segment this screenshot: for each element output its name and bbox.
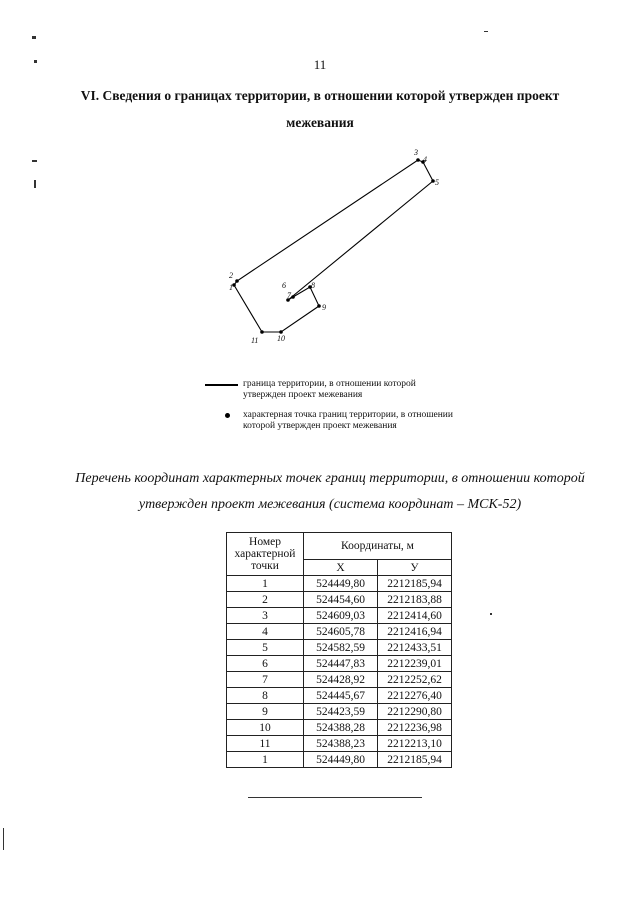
point-label: 6 xyxy=(282,281,286,290)
cell-y: 2212185,94 xyxy=(378,752,452,768)
point-label: 10 xyxy=(277,334,285,343)
scan-mark xyxy=(3,828,4,850)
coordinates-caption: Перечень координат характерных точек границ территории, в отношении которой xyxy=(75,471,585,486)
cell-y: 2212252,62 xyxy=(378,672,452,688)
cell-x: 524609,03 xyxy=(304,608,378,624)
cell-n: 7 xyxy=(227,672,304,688)
boundary-point-marker xyxy=(291,295,295,299)
cell-x: 524605,78 xyxy=(304,624,378,640)
cell-y: 2212183,88 xyxy=(378,592,452,608)
cell-y: 2212416,94 xyxy=(378,624,452,640)
cell-n: 5 xyxy=(227,640,304,656)
footer-rule xyxy=(248,797,422,798)
table-row xyxy=(227,624,452,640)
table-row xyxy=(227,720,452,736)
header-coordinates: Координаты, м xyxy=(304,533,452,560)
cell-n: 3 xyxy=(227,608,304,624)
cell-x: 524388,28 xyxy=(304,720,378,736)
header-x: X xyxy=(304,560,378,576)
table-row xyxy=(227,576,452,592)
cell-x: 524423,59 xyxy=(304,704,378,720)
table-row xyxy=(227,704,452,720)
cell-y: 2212290,80 xyxy=(378,704,452,720)
table-row xyxy=(227,736,452,752)
cell-x: 524428,92 xyxy=(304,672,378,688)
cell-y: 2212276,40 xyxy=(378,688,452,704)
boundary-point-marker xyxy=(416,158,420,162)
section-heading: VI. Сведения о границах территории, в отношении которой утвержден проект xyxy=(80,88,560,103)
point-symbol xyxy=(225,413,230,418)
cell-y: 2212236,98 xyxy=(378,720,452,736)
cell-x: 524582,59 xyxy=(304,640,378,656)
cell-n: 1 xyxy=(227,576,304,592)
cell-n: 10 xyxy=(227,720,304,736)
table-row xyxy=(227,752,452,768)
cell-x: 524449,80 xyxy=(304,752,378,768)
header-point-number: Номер характерной точки xyxy=(227,533,304,576)
point-label: 7 xyxy=(287,291,291,300)
legend-boundary-text: граница территории, в отношении которой утвержден проект межевания xyxy=(243,379,416,400)
cell-x: 524454,60 xyxy=(304,592,378,608)
cell-n: 11 xyxy=(227,736,304,752)
table-row xyxy=(227,608,452,624)
cell-x: 524449,80 xyxy=(304,576,378,592)
cell-x: 524447,83 xyxy=(304,656,378,672)
cell-n: 2 xyxy=(227,592,304,608)
page-number: 11 xyxy=(313,57,327,72)
header-y: У xyxy=(378,560,452,576)
cell-y: 2212213,10 xyxy=(378,736,452,752)
cell-y: 2212185,94 xyxy=(378,576,452,592)
point-label: 9 xyxy=(322,303,326,312)
cell-y: 2212239,01 xyxy=(378,656,452,672)
coordinates-caption-continued: утвержден проект межевания (система координат – МСК-52) xyxy=(138,497,522,512)
cell-n: 6 xyxy=(227,656,304,672)
cell-n: 1 xyxy=(227,752,304,768)
cell-x: 524445,67 xyxy=(304,688,378,704)
table-row xyxy=(227,640,452,656)
boundary-point-marker xyxy=(235,279,239,283)
table-row xyxy=(227,592,452,608)
point-label: 4 xyxy=(423,155,427,164)
point-label: 8 xyxy=(311,281,315,290)
coordinates-table xyxy=(226,532,452,768)
cell-n: 9 xyxy=(227,704,304,720)
point-label: 5 xyxy=(435,178,439,187)
point-label: 1 xyxy=(229,283,233,292)
boundary-point-marker xyxy=(317,304,321,308)
boundary-point-marker xyxy=(260,330,264,334)
table-row xyxy=(227,672,452,688)
point-label: 11 xyxy=(251,336,259,345)
scan-mark xyxy=(490,613,492,615)
table-row xyxy=(227,688,452,704)
cell-n: 8 xyxy=(227,688,304,704)
cell-x: 524388,23 xyxy=(304,736,378,752)
table-row xyxy=(227,656,452,672)
boundary-line-symbol xyxy=(205,384,238,386)
boundary-line xyxy=(234,160,433,332)
point-label: 2 xyxy=(229,271,233,280)
cell-y: 2212414,60 xyxy=(378,608,452,624)
point-label: 3 xyxy=(414,148,418,157)
cell-n: 4 xyxy=(227,624,304,640)
legend-point-text: характерная точка границ территории, в отношении которой утвержден проект межевания xyxy=(243,410,453,431)
section-heading-continued: межевания xyxy=(286,115,354,130)
cell-y: 2212433,51 xyxy=(378,640,452,656)
